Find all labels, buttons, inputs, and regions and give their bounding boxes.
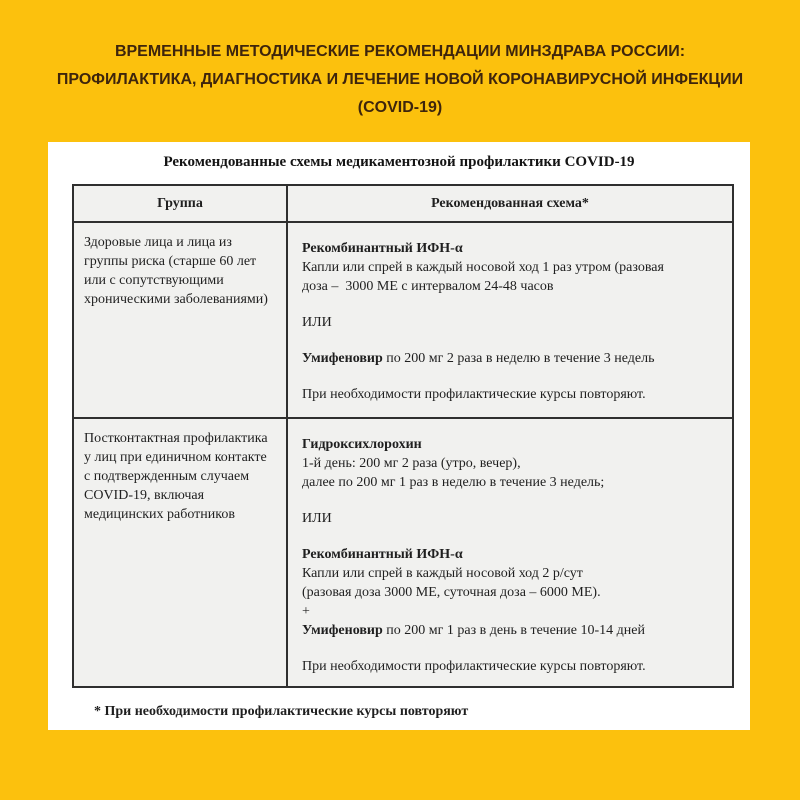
table-header-scheme: Рекомендованная схема* — [431, 195, 589, 211]
scheme-text-line: ИЛИ — [302, 511, 332, 526]
scheme-text-line: При необходимости профилактические курсы повторяют. — [302, 387, 646, 402]
scheme-cell — [288, 419, 732, 686]
banner-line-1: ВРЕМЕННЫЕ МЕТОДИЧЕСКИЕ РЕКОМЕНДАЦИИ МИНЗДРАВА РОССИИ: — [114, 43, 686, 60]
scheme-text-line: ИЛИ — [302, 315, 332, 330]
group-cell: Здоровые лица и лица из группы риска (старше 60 лет или с сопутствующими хроническими заболеваниями) — [74, 223, 288, 417]
table-footnote: * При необходимости профилактические курсы повторяют — [94, 704, 469, 719]
paragraph-gap — [302, 640, 716, 657]
scheme-text-line: доза – 3000 МЕ с интервалом 24-48 часов — [302, 279, 554, 294]
paragraph-gap — [302, 528, 716, 545]
paragraph-gap — [302, 492, 716, 509]
banner-line-3: (COVID-19) — [357, 99, 443, 116]
document-title: Рекомендованные схемы медикаментозной профилактики COVID-19 — [163, 154, 635, 170]
scheme-text-line: При необходимости профилактические курсы повторяют. — [302, 659, 646, 674]
scheme-text-line: Капли или спрей в каждый носовой ход 2 р/сут — [302, 566, 583, 581]
scheme-text-line: Рекомбинантный ИФН-α — [302, 241, 463, 256]
paragraph-gap — [302, 296, 716, 313]
document-sheet — [48, 142, 750, 730]
paragraph-gap — [302, 332, 716, 349]
scheme-text-line: 1-й день: 200 мг 2 раза (утро, вечер), — [302, 456, 521, 471]
table-header-group: Группа — [74, 186, 288, 221]
scheme-text-line: Рекомбинантный ИФН-α — [302, 547, 463, 562]
scheme-text-line: (разовая доза 3000 МЕ, суточная доза – 6000 МЕ). — [302, 585, 601, 600]
scheme-text-line: Гидроксихлорохин — [302, 437, 422, 452]
scheme-text-line: далее по 200 мг 1 раз в неделю в течение 3 недель; — [302, 475, 605, 490]
group-cell: Постконтактная профилактика у лиц при единичном контакте с подтвержденным случаем COVID-19, включая медицинских работников — [74, 419, 288, 686]
prophylaxis-table — [72, 184, 734, 688]
scheme-cell — [288, 223, 732, 417]
table-header-row — [74, 186, 732, 223]
scheme-text-line: Умифеновир по 200 мг 1 раз в день в течение 10-14 дней — [302, 623, 645, 638]
scheme-text-line: Капли или спрей в каждый носовой ход 1 раз утром (разовая — [302, 260, 664, 275]
table-row — [74, 223, 732, 419]
banner-title — [0, 38, 800, 122]
paragraph-gap — [302, 368, 716, 385]
banner-line-2: ПРОФИЛАКТИКА, ДИАГНОСТИКА И ЛЕЧЕНИЕ НОВОЙ КОРОНАВИРУСНОЙ ИНФЕКЦИИ — [56, 71, 744, 88]
scheme-text-line: Умифеновир по 200 мг 2 раза в неделю в течение 3 недель — [302, 351, 655, 366]
scheme-text-line: + — [302, 604, 310, 619]
table-row — [74, 419, 732, 686]
